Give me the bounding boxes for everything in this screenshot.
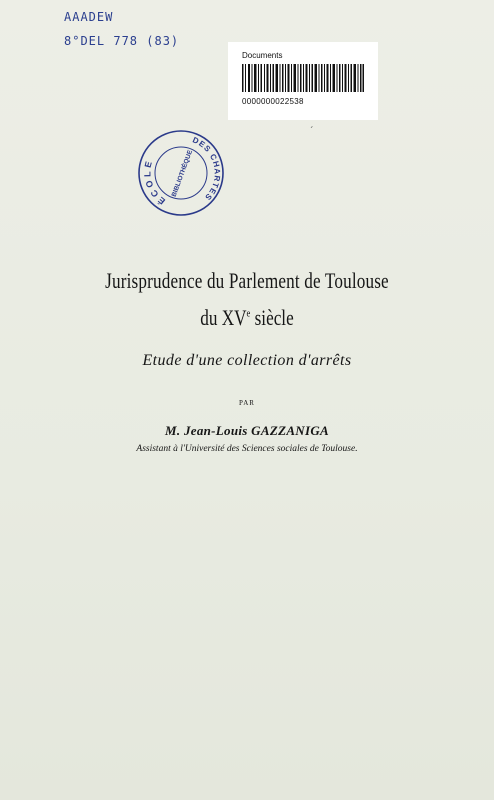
handwritten-shelfmark-2: 8°DEL 778 (83) xyxy=(64,34,180,48)
barcode-icon xyxy=(242,64,364,92)
handwritten-shelfmark-1: AAADEW xyxy=(64,10,114,24)
label-number: 0000000022538 xyxy=(242,97,304,106)
stamp-right-text: DES CHARTES xyxy=(191,135,222,203)
by-line-par: PAR xyxy=(239,399,255,407)
author-name: M. Jean-Louis GAZZANIGA xyxy=(165,423,329,438)
library-stamp-icon xyxy=(136,128,226,218)
document-subtitle: Etude d'une collection d'arrêts xyxy=(142,352,352,369)
title-line-2-main: du XV xyxy=(200,305,247,330)
title-line-2-superscript: e xyxy=(246,307,251,320)
svg-text:ÉCOLE xyxy=(142,158,167,207)
stamp-center-text: BIBLIOTHÈQUE xyxy=(170,149,195,198)
label-title: Documents xyxy=(242,51,283,60)
title-line-2-rest: siècle xyxy=(250,305,294,330)
stamp-left-text: ÉCOLE xyxy=(142,157,168,207)
author-affiliation: Assistant à l'Université des Sciences sociales de Toulouse. xyxy=(136,444,358,454)
barcode-label xyxy=(228,42,378,120)
document-title-line-2 xyxy=(54,305,439,331)
document-title-line-1: Jurisprudence du Parlement de Toulouse xyxy=(105,268,389,293)
pencil-mark: ´ xyxy=(310,126,314,137)
